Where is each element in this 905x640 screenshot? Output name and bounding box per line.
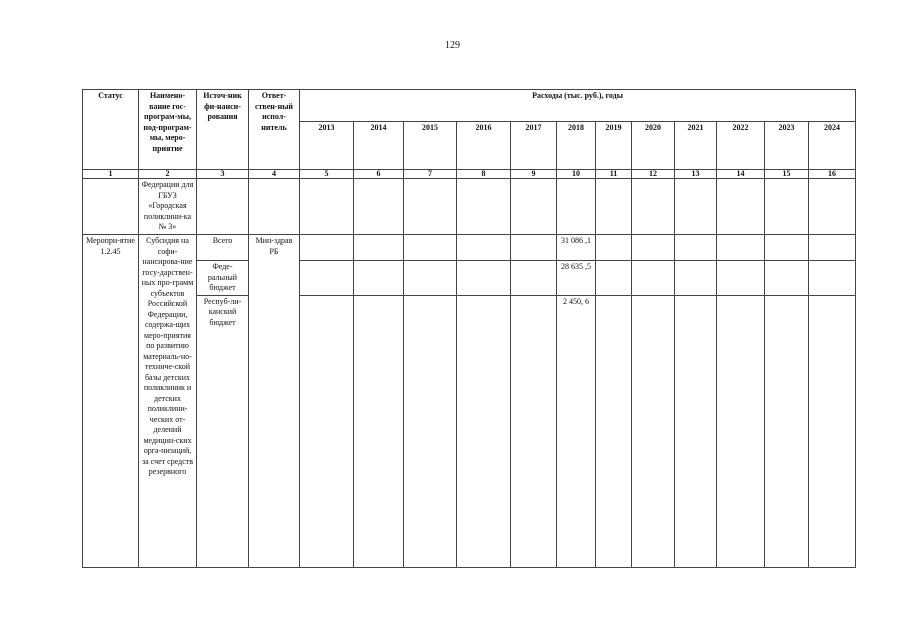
column-number: 12 <box>632 170 675 179</box>
cell-empty <box>765 261 809 296</box>
header-executor: Ответ-ствен-ный испол-нитель <box>249 90 300 170</box>
source-label: Респуб-ли-канский бюджет <box>197 295 249 567</box>
header-year: 2020 <box>632 122 675 170</box>
cell-empty <box>596 179 632 235</box>
source-label: Всего <box>197 235 249 261</box>
continuation-name: Федерации для ГБУЗ «Городская поликлини-ка № 3» <box>139 179 197 235</box>
cell-empty <box>300 261 354 296</box>
cell-empty <box>596 235 632 261</box>
source-row-federal <box>83 261 856 296</box>
column-number: 4 <box>249 170 300 179</box>
cell-empty <box>596 261 632 296</box>
header-status: Статус <box>83 90 139 170</box>
column-number: 14 <box>717 170 765 179</box>
cell-empty <box>511 179 557 235</box>
header-year: 2017 <box>511 122 557 170</box>
value-2018: 31 086 ,1 <box>557 235 596 261</box>
cell-empty <box>511 295 557 567</box>
header-year: 2014 <box>354 122 404 170</box>
cell-empty <box>765 295 809 567</box>
cell-empty <box>809 261 856 296</box>
cell-empty <box>197 179 249 235</box>
cell-empty <box>632 261 675 296</box>
cell-empty <box>457 235 511 261</box>
header-year: 2016 <box>457 122 511 170</box>
cell-empty <box>83 179 139 235</box>
column-number: 11 <box>596 170 632 179</box>
cell-empty <box>404 179 457 235</box>
header-year: 2018 <box>557 122 596 170</box>
column-number: 2 <box>139 170 197 179</box>
column-number: 13 <box>675 170 717 179</box>
header-source: Источ-ник фи-нанси-рования <box>197 90 249 170</box>
cell-empty <box>809 295 856 567</box>
cell-empty <box>404 261 457 296</box>
cell-empty <box>354 235 404 261</box>
cell-empty <box>809 235 856 261</box>
cell-empty <box>354 179 404 235</box>
column-number-row <box>83 170 856 179</box>
page-number: 129 <box>445 40 460 51</box>
cell-empty <box>300 235 354 261</box>
cell-empty <box>717 261 765 296</box>
cell-empty <box>457 295 511 567</box>
cell-empty <box>717 235 765 261</box>
cell-empty <box>809 179 856 235</box>
measure-name: Субсидия на софи-нансирова-ние госу-дарствен-ных про-грамм субъектов Российской Федерации, содержа-щих меро-приятия по развитию материаль-но-техниче-ской базы детских поликлиник и детских поликлини-ческих от-делений медицин-ских орга-низаций, за счет средств резервного <box>139 235 197 568</box>
header-year: 2013 <box>300 122 354 170</box>
header-year: 2015 <box>404 122 457 170</box>
column-number: 10 <box>557 170 596 179</box>
cell-empty <box>596 295 632 567</box>
budget-table <box>82 89 856 568</box>
cell-empty <box>404 295 457 567</box>
column-number: 5 <box>300 170 354 179</box>
cell-empty <box>675 261 717 296</box>
column-number: 9 <box>511 170 557 179</box>
cell-empty <box>511 261 557 296</box>
cell-empty <box>300 295 354 567</box>
cell-empty <box>557 179 596 235</box>
cell-empty <box>717 295 765 567</box>
header-year: 2022 <box>717 122 765 170</box>
header-year: 2019 <box>596 122 632 170</box>
value-2018: 28 635 ,5 <box>557 261 596 296</box>
column-number: 6 <box>354 170 404 179</box>
column-number: 15 <box>765 170 809 179</box>
cell-empty <box>765 235 809 261</box>
cell-empty <box>457 261 511 296</box>
cell-empty <box>675 295 717 567</box>
cell-empty <box>354 295 404 567</box>
cell-empty <box>675 179 717 235</box>
cell-empty <box>457 179 511 235</box>
header-row-top <box>83 90 856 122</box>
column-number: 16 <box>809 170 856 179</box>
cell-empty <box>354 261 404 296</box>
cell-empty <box>765 179 809 235</box>
cell-empty <box>675 235 717 261</box>
continuation-row <box>83 179 856 235</box>
cell-empty <box>300 179 354 235</box>
cell-empty <box>632 179 675 235</box>
header-year: 2024 <box>809 122 856 170</box>
cell-empty <box>511 235 557 261</box>
header-year: 2023 <box>765 122 809 170</box>
source-row-republican <box>83 295 856 567</box>
source-row-total <box>83 235 856 261</box>
cell-empty <box>717 179 765 235</box>
column-number: 8 <box>457 170 511 179</box>
cell-empty <box>249 179 300 235</box>
source-label: Феде-ральный бюджет <box>197 261 249 296</box>
cell-empty <box>404 235 457 261</box>
column-number: 3 <box>197 170 249 179</box>
measure-executor: Мин-здрав РБ <box>249 235 300 568</box>
cell-empty <box>632 295 675 567</box>
cell-empty <box>632 235 675 261</box>
measure-status: Меропри-ятие 1.2.45 <box>83 235 139 568</box>
column-number: 7 <box>404 170 457 179</box>
header-year: 2021 <box>675 122 717 170</box>
column-number: 1 <box>83 170 139 179</box>
value-2018: 2 450, 6 <box>557 295 596 567</box>
header-expenses: Расходы (тыс. руб.), годы <box>300 90 856 122</box>
header-name: Наимено-вание гос-програм-мы, под-програм-мы, меро-приятие <box>139 90 197 170</box>
